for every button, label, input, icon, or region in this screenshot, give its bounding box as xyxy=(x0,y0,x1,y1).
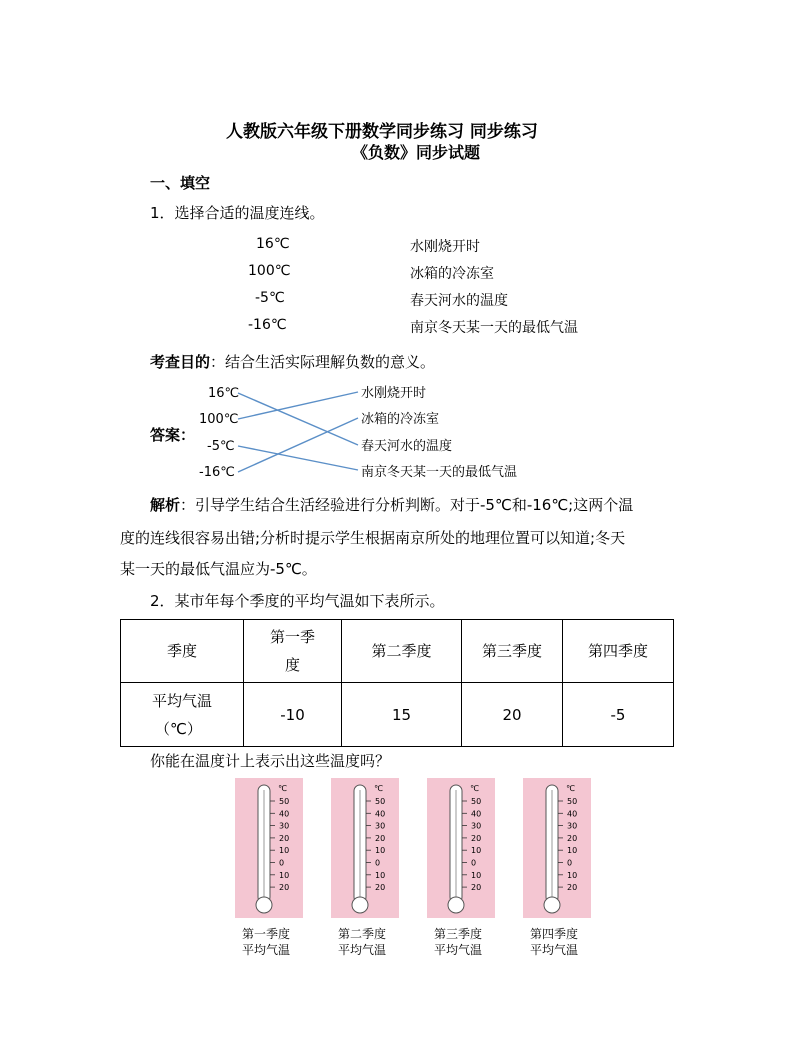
table-value-2: 15 xyxy=(342,683,462,747)
thermometer-tick-label: 20 xyxy=(567,833,578,843)
thermometer-tick-label: 50 xyxy=(567,797,578,806)
question-1: 1．选择合适的温度连线。 xyxy=(150,204,325,222)
table-row-label-2: （℃） xyxy=(155,719,202,738)
page-subtitle: 《负数》同步试题 xyxy=(352,143,481,162)
thermometer-caption-2-1: 第二季度 xyxy=(338,927,387,941)
answer-item-3: 春天河水的温度 xyxy=(361,439,453,454)
thermometer-tick-label: 30 xyxy=(279,821,290,831)
q1-item-3: 春天河水的温度 xyxy=(410,293,508,309)
thermometer-tick-label: 50 xyxy=(471,797,482,806)
table-value-4: -5 xyxy=(563,683,674,747)
q1-item-2: 冰箱的冷冻室 xyxy=(410,266,494,282)
answer-item-1: 水刚烧开时 xyxy=(361,386,427,401)
thermometer-tick-label: 20 xyxy=(471,883,482,893)
table-value-row xyxy=(121,683,674,747)
answer-line-16 xyxy=(238,393,358,445)
thermometer-tick-label: 10 xyxy=(567,870,578,880)
purpose-line xyxy=(150,351,435,372)
answer-colon: ： xyxy=(180,426,196,444)
question-2: 2．某市年每个季度的平均气温如下表所示。 xyxy=(150,592,445,610)
q1-temp-2: 100℃ xyxy=(248,263,291,279)
thermometer-unit: ℃ xyxy=(566,784,575,793)
thermometer-4 xyxy=(523,778,591,918)
thermometer-3 xyxy=(427,778,495,918)
table-season-1: 第一季度 xyxy=(244,620,342,683)
thermometer-bulb xyxy=(448,897,464,913)
analysis-line-3: 某一天的最低气温应为-5℃。 xyxy=(120,560,317,578)
q1-item-1: 水刚烧开时 xyxy=(410,239,480,255)
thermometer-caption-4-1: 第四季度 xyxy=(530,927,579,941)
thermometer-tick-label: 0 xyxy=(375,858,381,868)
thermometer-unit: ℃ xyxy=(374,784,383,793)
thermometer-bulb xyxy=(544,897,560,913)
analysis-line-2: 度的连线很容易出错;分析时提示学生根据南京所处的地理位置可以知道;冬天 xyxy=(120,529,626,547)
thermometer-tick-label: 20 xyxy=(375,883,386,893)
thermometer-tick-label: 30 xyxy=(471,821,482,831)
table-season-3: 第三季度 xyxy=(462,620,563,683)
thermometer-caption-2-2: 平均气温 xyxy=(338,943,387,957)
thermometer-caption-4-2: 平均气温 xyxy=(530,943,579,957)
answer-temp-2: 100℃ xyxy=(199,412,239,427)
table-season-4: 第四季度 xyxy=(563,620,674,683)
table-header-row xyxy=(121,620,674,683)
thermometer-tick-label: 20 xyxy=(279,833,290,843)
thermometer-tick-label: 10 xyxy=(279,846,290,856)
thermometer-bulb xyxy=(256,897,272,913)
thermometer-caption-3-2: 平均气温 xyxy=(434,943,483,957)
thermometer-bulb xyxy=(352,897,368,913)
question-2-prompt: 你能在温度计上表示出这些温度吗？ xyxy=(150,752,391,770)
page-title: 人教版六年级下册数学同步练习 同步练习 xyxy=(226,122,538,142)
thermometer-tick-label: 10 xyxy=(375,846,386,856)
analysis-line-1 xyxy=(150,494,633,515)
answer-line-minus5 xyxy=(238,446,358,470)
thermometer-tick-label: 40 xyxy=(471,809,482,819)
thermometer-tick-label: 10 xyxy=(471,846,482,856)
thermometer-unit: ℃ xyxy=(470,784,479,793)
q1-temp-1: 16℃ xyxy=(256,236,290,252)
purpose-label: 考查目的 xyxy=(150,353,211,371)
thermometer-tick-label: 10 xyxy=(471,870,482,880)
answer-temp-3: -5℃ xyxy=(207,439,235,454)
thermometer-caption-3-1: 第三季度 xyxy=(434,927,483,941)
table-row-label xyxy=(121,683,244,747)
thermometer-tick-label: 40 xyxy=(375,809,386,819)
table-header-label: 季度 xyxy=(121,620,244,683)
analysis-label: 解析 xyxy=(150,496,181,514)
answer-temp-4: -16℃ xyxy=(199,465,235,480)
thermometer-tick-label: 10 xyxy=(375,870,386,880)
analysis-text-1: ：引导学生结合生活经验进行分析判断。对于-5℃和-16℃;这两个温 xyxy=(180,496,634,514)
thermometer-caption-1-1: 第一季度 xyxy=(242,927,291,941)
answer-diagram xyxy=(196,378,536,482)
section-heading: 一、填空 xyxy=(150,174,211,192)
table-value-1: -10 xyxy=(244,683,342,747)
thermometer-1 xyxy=(235,778,303,918)
thermometer-tick-label: 10 xyxy=(567,846,578,856)
thermometer-tick-label: 0 xyxy=(471,858,477,868)
q1-temp-3: -5℃ xyxy=(255,290,285,306)
table-row-label-1: 平均气温 xyxy=(151,691,212,710)
thermometer-unit: ℃ xyxy=(278,784,287,793)
thermometer-tick-label: 20 xyxy=(567,883,578,893)
thermometer-tick-label: 20 xyxy=(471,833,482,843)
thermometer-tick-label: 40 xyxy=(279,809,290,819)
answer-line-100 xyxy=(238,392,358,419)
thermometer-2 xyxy=(331,778,399,918)
thermometer-tick-label: 50 xyxy=(279,797,290,806)
q1-temp-4: -16℃ xyxy=(248,317,287,333)
thermometer-caption-1-2: 平均气温 xyxy=(242,943,291,957)
thermometer-tick-label: 50 xyxy=(375,797,386,806)
answer-label: 答案 xyxy=(150,426,181,444)
table-value-3: 20 xyxy=(462,683,563,747)
thermometer-tick-label: 20 xyxy=(279,883,290,893)
thermometer-tick-label: 30 xyxy=(375,821,386,831)
answer-line-minus16 xyxy=(238,418,358,472)
answer-temp-1: 16℃ xyxy=(208,386,240,401)
thermometer-tick-label: 10 xyxy=(279,870,290,880)
thermometer-tick-label: 0 xyxy=(567,858,573,868)
thermometer-tick-label: 30 xyxy=(567,821,578,831)
thermometer-tick-label: 0 xyxy=(279,858,285,868)
answer-item-2: 冰箱的冷冻室 xyxy=(361,412,440,427)
q1-item-4: 南京冬天某一天的最低气温 xyxy=(410,320,578,336)
thermometer-tick-label: 20 xyxy=(375,833,386,843)
temperature-table xyxy=(120,619,674,747)
purpose-text: ：结合生活实际理解负数的意义。 xyxy=(210,353,436,371)
table-season-2: 第二季度 xyxy=(342,620,462,683)
thermometer-tick-label: 40 xyxy=(567,809,578,819)
answer-item-4: 南京冬天某一天的最低气温 xyxy=(361,465,518,480)
answer-line xyxy=(150,424,195,445)
